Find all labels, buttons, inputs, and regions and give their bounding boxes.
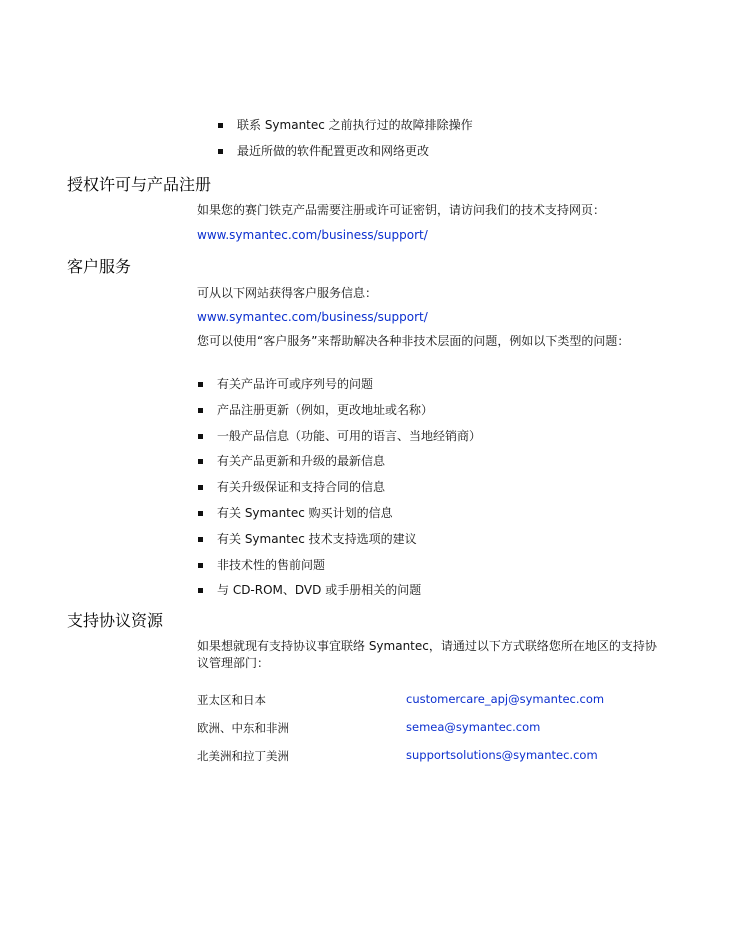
list-item-text: 一般产品信息（功能、可用的语言、当地经销商） bbox=[217, 428, 482, 443]
list-item bbox=[197, 376, 667, 402]
contact-region: 北美洲和拉丁美洲 bbox=[197, 749, 289, 763]
bullet-square-icon bbox=[198, 434, 203, 439]
contact-row-emea bbox=[197, 720, 667, 738]
list-item bbox=[197, 531, 667, 557]
bullet-square-icon bbox=[198, 459, 203, 464]
contact-region: 欧洲、中东和非洲 bbox=[197, 721, 289, 735]
contact-row-apj bbox=[197, 692, 667, 710]
list-item bbox=[197, 479, 667, 505]
list-item bbox=[197, 428, 667, 454]
bullet-square-icon bbox=[218, 123, 223, 128]
list-item-text: 有关 Symantec 技术支持选项的建议 bbox=[217, 531, 417, 546]
support-agreement-section-title: 支持协议资源 bbox=[67, 611, 164, 630]
list-item bbox=[217, 117, 697, 143]
contact-email-link[interactable]: semea@symantec.com bbox=[406, 720, 541, 734]
list-item bbox=[197, 402, 667, 428]
list-item bbox=[197, 505, 667, 531]
bullet-square-icon bbox=[198, 485, 203, 490]
contact-email-link[interactable]: customercare_apj@symantec.com bbox=[406, 692, 605, 706]
customer-service-bullet-list bbox=[197, 376, 667, 608]
customer-service-intro: 可从以下网站获得客户服务信息： bbox=[197, 286, 378, 300]
customer-service-link[interactable]: www.symantec.com/business/support/ bbox=[197, 310, 428, 324]
contact-email-link[interactable]: supportsolutions@symantec.com bbox=[406, 748, 598, 762]
bullet-square-icon bbox=[198, 408, 203, 413]
list-item-text: 联系 Symantec 之前执行过的故障排除操作 bbox=[237, 118, 473, 132]
list-item bbox=[197, 582, 667, 608]
support-agreement-body: 如果想就现有支持协议事宜联络 Symantec，请通过以下方式联络您所在地区的支持协议管理部门： bbox=[197, 639, 657, 670]
bullet-square-icon bbox=[198, 382, 203, 387]
previous-bullet-list bbox=[217, 117, 697, 169]
contact-region: 亚太区和日本 bbox=[197, 693, 266, 707]
list-item bbox=[197, 557, 667, 583]
customer-service-body: 您可以使用“客户服务”来帮助解决各种非技术层面的问题，例如以下类型的问题： bbox=[197, 334, 630, 348]
list-item-text: 产品注册更新（例如，更改地址或名称） bbox=[217, 402, 434, 417]
contact-row-americas bbox=[197, 748, 667, 766]
license-section-title: 授权许可与产品注册 bbox=[67, 175, 212, 194]
bullet-square-icon bbox=[198, 511, 203, 516]
list-item bbox=[197, 453, 667, 479]
bullet-square-icon bbox=[198, 588, 203, 593]
list-item-text: 与 CD-ROM、DVD 或手册相关的问题 bbox=[217, 583, 422, 598]
bullet-square-icon bbox=[198, 537, 203, 542]
list-item-text: 有关升级保证和支持合同的信息 bbox=[217, 480, 386, 495]
list-item-text: 有关产品更新和升级的最新信息 bbox=[217, 454, 386, 469]
bullet-square-icon bbox=[198, 563, 203, 568]
customer-service-section-title: 客户服务 bbox=[67, 257, 132, 276]
license-body: 如果您的赛门铁克产品需要注册或许可证密钥，请访问我们的技术支持网页： bbox=[197, 203, 606, 217]
list-item-text: 最近所做的软件配置更改和网络更改 bbox=[237, 144, 430, 158]
bullet-square-icon bbox=[218, 149, 223, 154]
list-item-text: 非技术性的售前问题 bbox=[217, 557, 326, 572]
list-item-text: 有关 Symantec 购买计划的信息 bbox=[217, 505, 393, 520]
list-item bbox=[217, 143, 697, 169]
license-support-link[interactable]: www.symantec.com/business/support/ bbox=[197, 228, 428, 242]
list-item-text: 有关产品许可或序列号的问题 bbox=[217, 377, 374, 391]
